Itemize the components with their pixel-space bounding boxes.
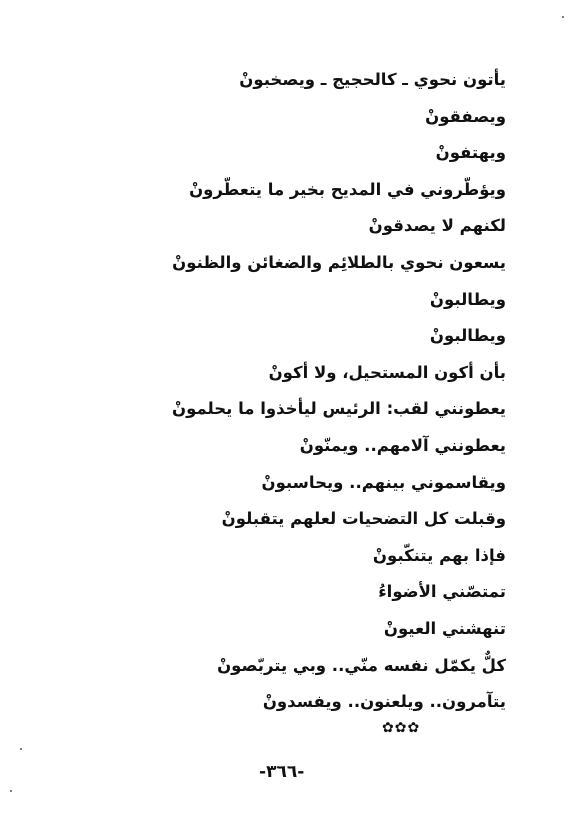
- scan-speck: [562, 16, 564, 18]
- poem-line: يعطونني لقب: الرئيس ليأخذوا ما يحلمونْ: [172, 399, 506, 419]
- poem-line: ويطالبونْ: [429, 289, 506, 309]
- poem-line: ويطالبونْ: [429, 326, 506, 346]
- poem-line: تمتصّني الأضواءُ: [378, 582, 506, 602]
- poem-line: فإذا بهم يتنكّبونْ: [372, 545, 506, 565]
- poem-line: لكنهم لا يصدقونْ: [368, 216, 506, 236]
- poem-stanza: [86, 62, 506, 721]
- scan-speck: [10, 790, 12, 792]
- poem-line: يأتون نحوي ـ كالحجيج ـ ويصخبونْ: [239, 70, 506, 89]
- poem-line: بأن أكون المستحيل، ولا أكونْ: [268, 362, 506, 382]
- page-number: -٣٦٦-: [259, 762, 305, 782]
- scan-speck: [20, 748, 22, 750]
- poem-line: ويصفقونْ: [425, 106, 506, 126]
- section-ornament: ✿✿✿: [382, 720, 421, 736]
- poem-line: يسعون نحوي بالطلائِم والضغائن والظنونْ: [172, 252, 506, 272]
- poem-line: تنهشني العيونْ: [383, 618, 506, 638]
- poem-line: ويؤطّروني في المديح بخير ما يتعطّرونْ: [189, 179, 506, 199]
- poem-line: ويهتفونْ: [435, 143, 506, 163]
- poem-line: يتآمرون.. ويلعنون.. ويفسدونْ: [262, 692, 506, 712]
- poem-line: وقبلت كل التضحيات لعلهم يتقبلونْ: [221, 509, 506, 529]
- poem-line: يعطونني آلامهم.. ويمنّونْ: [299, 435, 506, 455]
- poem-line: ويقاسموني بينهم.. ويحاسبونْ: [261, 472, 506, 492]
- poem-line: كلٌّ يكمّل نفسه منّي.. وبي يتربّصونْ: [217, 655, 506, 675]
